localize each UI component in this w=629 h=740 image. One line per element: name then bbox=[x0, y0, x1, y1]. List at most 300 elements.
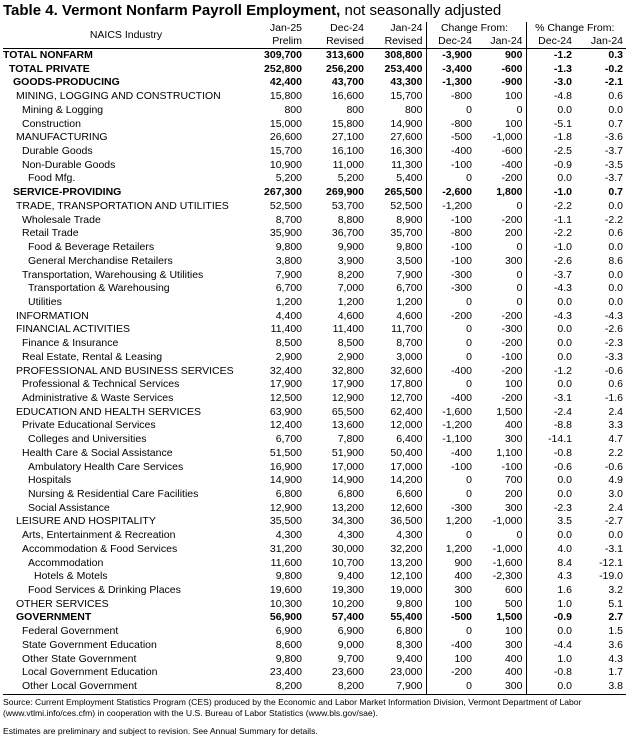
row-label: Wholesale Trade bbox=[22, 213, 101, 226]
change-jan24: 300 bbox=[504, 638, 523, 651]
jan24-value: 6,700 bbox=[396, 282, 423, 295]
jan25-value: 42,400 bbox=[269, 76, 302, 89]
dec24-value: 57,400 bbox=[331, 611, 364, 624]
dec24-value: 16,100 bbox=[331, 145, 364, 158]
pct-dec24: 0.0 bbox=[526, 474, 575, 488]
pct-jan24: -0.6 bbox=[604, 460, 623, 473]
pct-dec24: 4.3 bbox=[526, 570, 575, 584]
change-jan24: -200 bbox=[501, 364, 523, 377]
header-pct-jan24: Jan-24 bbox=[575, 35, 626, 49]
jan25-value: 8,200 bbox=[249, 680, 305, 694]
row-label: Health Care & Social Assistance bbox=[22, 446, 173, 459]
pct-dec24: 0.0 bbox=[526, 680, 575, 694]
change-jan24: 400 bbox=[504, 419, 523, 432]
table-row bbox=[3, 145, 626, 159]
change-dec24: -800 bbox=[426, 90, 475, 104]
change-dec24: 100 bbox=[426, 598, 475, 612]
jan25-value: 31,200 bbox=[269, 542, 302, 555]
pct-dec24: -1.8 bbox=[526, 131, 575, 145]
dec24-value: 10,200 bbox=[331, 597, 364, 610]
row-label: Durable Goods bbox=[22, 145, 93, 158]
pct-dec24: -1.2 bbox=[526, 49, 575, 63]
change-jan24: 900 bbox=[504, 49, 523, 61]
pct-jan24: -0.6 bbox=[604, 364, 623, 377]
row-label: SERVICE-PROVIDING bbox=[13, 186, 122, 199]
change-dec24: 0 bbox=[426, 172, 475, 186]
jan25-value: 2,900 bbox=[275, 350, 302, 363]
jan24-value: 8,300 bbox=[396, 638, 423, 651]
pct-dec24: -1.2 bbox=[526, 365, 575, 379]
pct-dec24: -2.3 bbox=[526, 502, 575, 516]
table-row bbox=[3, 378, 626, 392]
row-label: Ambulatory Health Care Services bbox=[28, 460, 184, 473]
table-row bbox=[3, 653, 626, 667]
table-row bbox=[3, 529, 626, 543]
jan25-value: 63,900 bbox=[269, 405, 302, 418]
row-label: TOTAL PRIVATE bbox=[9, 62, 90, 75]
dec24-value: 14,900 bbox=[331, 474, 364, 487]
pct-dec24: -8.8 bbox=[526, 419, 575, 433]
dec24-value: 8,800 bbox=[337, 213, 364, 226]
change-jan24: 0 bbox=[516, 282, 523, 295]
row-label: Real Estate, Rental & Leasing bbox=[22, 350, 163, 363]
pct-jan24: 8.6 bbox=[608, 254, 623, 267]
jan24-value: 17,000 bbox=[390, 460, 423, 473]
dec24-value: 5,200 bbox=[337, 172, 364, 185]
header-row-top bbox=[3, 22, 626, 35]
change-jan24: -200 bbox=[501, 309, 523, 322]
change-jan24: -300 bbox=[501, 323, 523, 336]
change-jan24: 200 bbox=[504, 488, 523, 500]
pct-jan24: -2.7 bbox=[604, 515, 623, 528]
row-label: Mining & Logging bbox=[22, 103, 104, 116]
dec24-value: 7,000 bbox=[337, 282, 364, 295]
row-label: State Government Education bbox=[22, 638, 157, 651]
pct-jan24: 4.7 bbox=[608, 433, 623, 446]
jan24-value: 17,800 bbox=[390, 378, 423, 391]
jan24-value: 11,700 bbox=[391, 323, 423, 336]
change-dec24: 1,200 bbox=[426, 543, 475, 557]
pct-jan24: 0.6 bbox=[608, 227, 623, 240]
table-row bbox=[3, 131, 626, 145]
change-dec24: 0 bbox=[426, 323, 475, 337]
pct-dec24: -2.4 bbox=[526, 406, 575, 420]
jan25-value: 15,700 bbox=[269, 145, 302, 158]
change-dec24: 300 bbox=[426, 584, 475, 598]
change-jan24: -900 bbox=[501, 76, 523, 89]
jan25-value: 17,900 bbox=[269, 378, 302, 391]
jan25-value: 4,300 bbox=[275, 529, 302, 542]
dec24-value: 36,700 bbox=[331, 227, 364, 240]
change-dec24: -100 bbox=[426, 159, 475, 173]
table-row bbox=[3, 557, 626, 571]
pct-jan24: 0.0 bbox=[608, 268, 623, 281]
jan25-value: 11,600 bbox=[270, 556, 302, 569]
pct-jan24: -3.7 bbox=[604, 145, 623, 158]
table-row bbox=[3, 76, 626, 90]
change-dec24: -1,200 bbox=[426, 419, 475, 433]
pct-dec24: 0.0 bbox=[526, 296, 575, 310]
change-dec24: -100 bbox=[426, 461, 475, 475]
pct-dec24: 0.0 bbox=[526, 104, 575, 118]
pct-dec24: 0.0 bbox=[526, 172, 575, 186]
pct-jan24: 0.0 bbox=[608, 103, 623, 116]
dec24-value: 2,900 bbox=[337, 350, 364, 363]
pct-jan24: -4.3 bbox=[604, 309, 623, 322]
pct-jan24: -2.3 bbox=[604, 337, 623, 350]
change-dec24: 0 bbox=[426, 529, 475, 543]
table-row bbox=[3, 337, 626, 351]
pct-dec24: 4.0 bbox=[526, 543, 575, 557]
change-jan24: -200 bbox=[501, 337, 523, 350]
change-dec24: 0 bbox=[426, 378, 475, 392]
change-dec24: -1,600 bbox=[426, 406, 475, 420]
change-dec24: -400 bbox=[426, 365, 475, 379]
change-dec24: -400 bbox=[426, 392, 475, 406]
dec24-value: 34,300 bbox=[331, 515, 364, 528]
header-revised-2: Revised bbox=[367, 35, 426, 49]
table-row bbox=[3, 419, 626, 433]
table-row bbox=[3, 365, 626, 379]
jan24-value: 15,700 bbox=[390, 90, 423, 103]
jan24-value: 12,700 bbox=[390, 391, 423, 404]
pct-jan24: -3.3 bbox=[604, 350, 623, 363]
row-label: Accommodation bbox=[28, 556, 104, 569]
header-pct-dec24: Dec-24 bbox=[526, 35, 575, 49]
jan24-value: 6,600 bbox=[396, 488, 423, 500]
dec24-value: 23,600 bbox=[331, 666, 364, 679]
row-label: MANUFACTURING bbox=[16, 131, 108, 144]
pct-jan24: 0.0 bbox=[608, 199, 623, 212]
change-jan24: 0 bbox=[516, 268, 523, 281]
table-title bbox=[3, 2, 501, 19]
header-dec24: Dec-24 bbox=[330, 22, 364, 34]
jan25-value: 267,300 bbox=[264, 186, 302, 199]
dec24-value: 10,700 bbox=[331, 556, 364, 569]
row-label: Social Assistance bbox=[28, 501, 110, 514]
jan24-value: 12,000 bbox=[390, 419, 423, 432]
pct-jan24: 0.7 bbox=[608, 117, 623, 130]
change-dec24: 100 bbox=[426, 653, 475, 667]
jan25-value: 35,500 bbox=[269, 515, 302, 528]
row-label: Local Government Education bbox=[22, 666, 158, 679]
table-row bbox=[3, 104, 626, 118]
jan25-value: 12,400 bbox=[269, 419, 302, 432]
jan25-value: 6,800 bbox=[275, 488, 302, 500]
jan25-value: 8,500 bbox=[275, 337, 302, 350]
change-dec24: 0 bbox=[426, 104, 475, 118]
jan25-value: 23,400 bbox=[269, 666, 302, 679]
jan24-value: 14,200 bbox=[390, 474, 423, 487]
table-row bbox=[3, 543, 626, 557]
change-dec24: -500 bbox=[426, 611, 475, 625]
jan25-value: 5,200 bbox=[275, 172, 302, 185]
jan24-value: 16,300 bbox=[390, 145, 423, 158]
change-dec24: -300 bbox=[426, 269, 475, 283]
header-change-jan24: Jan-24 bbox=[475, 35, 526, 49]
pct-dec24: -0.8 bbox=[526, 447, 575, 461]
dec24-value: 800 bbox=[346, 103, 364, 116]
pct-jan24: 1.5 bbox=[608, 625, 623, 638]
change-dec24: -800 bbox=[426, 227, 475, 241]
table-row bbox=[3, 269, 626, 283]
table-title-bold: Table 4. Vermont Nonfarm Payroll Employment, bbox=[3, 2, 341, 19]
dec24-value: 12,900 bbox=[331, 391, 364, 404]
pct-jan24: -0.2 bbox=[604, 62, 623, 75]
jan25-value: 12,900 bbox=[269, 501, 302, 514]
table-row bbox=[3, 63, 626, 77]
jan24-value: 36,500 bbox=[390, 515, 423, 528]
dec24-value: 313,600 bbox=[326, 49, 364, 61]
change-jan24: 100 bbox=[504, 117, 523, 130]
table-row bbox=[3, 351, 626, 365]
row-label: Retail Trade bbox=[22, 227, 79, 240]
jan25-value: 6,700 bbox=[275, 282, 302, 295]
change-dec24: 0 bbox=[426, 337, 475, 351]
pct-jan24: 5.1 bbox=[608, 597, 623, 610]
jan25-value: 252,800 bbox=[264, 62, 302, 75]
change-jan24: 0 bbox=[516, 295, 523, 308]
table-row bbox=[3, 159, 626, 173]
dec24-value: 11,000 bbox=[332, 158, 364, 171]
row-label: Other State Government bbox=[22, 652, 137, 665]
pct-dec24: 8.4 bbox=[526, 557, 575, 571]
table-row bbox=[3, 255, 626, 269]
pct-jan24: 0.6 bbox=[608, 378, 623, 391]
dec24-value: 269,900 bbox=[326, 186, 364, 199]
jan24-value: 52,500 bbox=[390, 199, 423, 212]
row-label: Food & Beverage Retailers bbox=[28, 241, 155, 254]
change-jan24: 100 bbox=[504, 378, 523, 391]
change-jan24: 300 bbox=[504, 501, 523, 514]
pct-jan24: 3.6 bbox=[608, 638, 623, 651]
table-row bbox=[3, 323, 626, 337]
jan24-value: 7,900 bbox=[396, 268, 423, 281]
jan25-value: 16,900 bbox=[269, 460, 302, 473]
dec24-value: 17,000 bbox=[331, 460, 364, 473]
pct-jan24: 0.6 bbox=[608, 90, 623, 103]
jan25-value: 8,700 bbox=[275, 213, 302, 226]
table-row bbox=[3, 227, 626, 241]
pct-jan24: 2.2 bbox=[608, 446, 623, 459]
change-dec24: -1,300 bbox=[426, 76, 475, 90]
jan24-value: 23,000 bbox=[390, 666, 423, 679]
jan24-value: 55,400 bbox=[390, 611, 423, 624]
change-dec24: -100 bbox=[426, 214, 475, 228]
jan24-value: 14,900 bbox=[390, 117, 423, 130]
jan25-value: 15,800 bbox=[269, 90, 302, 103]
table-row bbox=[3, 172, 626, 186]
jan25-value: 1,200 bbox=[275, 295, 302, 308]
change-jan24: -1,000 bbox=[492, 131, 523, 144]
row-label: Hotels & Motels bbox=[34, 570, 108, 583]
table-row bbox=[3, 447, 626, 461]
table-row bbox=[3, 200, 626, 214]
pct-jan24: 3.8 bbox=[575, 680, 626, 694]
jan25-value: 800 bbox=[284, 103, 302, 116]
pct-dec24: -1.0 bbox=[526, 186, 575, 200]
jan24-value: 4,300 bbox=[396, 529, 423, 542]
change-jan24: -1,000 bbox=[492, 542, 523, 555]
jan24-value: 11,300 bbox=[391, 158, 423, 171]
change-dec24: 0 bbox=[426, 625, 475, 639]
change-dec24: -100 bbox=[426, 241, 475, 255]
row-label: Arts, Entertainment & Recreation bbox=[22, 529, 176, 542]
row-label: Professional & Technical Services bbox=[22, 378, 180, 391]
jan25-value: 4,400 bbox=[275, 309, 302, 322]
table-row bbox=[3, 214, 626, 228]
pct-dec24: -1.0 bbox=[526, 241, 575, 255]
header-prelim: Prelim bbox=[249, 35, 305, 49]
change-dec24: 900 bbox=[426, 557, 475, 571]
pct-jan24: 0.3 bbox=[608, 49, 623, 61]
pct-dec24: 0.0 bbox=[526, 323, 575, 337]
jan24-value: 62,400 bbox=[390, 405, 423, 418]
jan25-value: 32,400 bbox=[269, 364, 302, 377]
change-dec24: -500 bbox=[426, 131, 475, 145]
change-jan24: 0 bbox=[516, 529, 523, 542]
dec24-value: 4,600 bbox=[337, 309, 364, 322]
table-row bbox=[3, 474, 626, 488]
change-dec24: -200 bbox=[426, 310, 475, 324]
pct-dec24: -1.1 bbox=[526, 214, 575, 228]
table-title-rest: not seasonally adjusted bbox=[340, 2, 502, 19]
employment-table bbox=[3, 22, 626, 695]
jan24-value: 308,800 bbox=[384, 49, 423, 61]
change-jan24: -400 bbox=[501, 158, 523, 171]
row-label: FINANCIAL ACTIVITIES bbox=[16, 323, 130, 336]
jan24-value: 35,700 bbox=[390, 227, 423, 240]
pct-jan24: 2.4 bbox=[608, 501, 623, 514]
jan24-value: 50,400 bbox=[390, 446, 423, 459]
table-row bbox=[3, 433, 626, 447]
jan25-value: 15,000 bbox=[269, 117, 302, 130]
change-dec24: -400 bbox=[426, 145, 475, 159]
jan24-value: 9,800 bbox=[396, 597, 423, 610]
row-label: Nursing & Residential Care Facilities bbox=[28, 488, 199, 500]
pct-dec24: 1.0 bbox=[526, 653, 575, 667]
table-row bbox=[3, 296, 626, 310]
pct-jan24: 4.3 bbox=[608, 652, 623, 665]
dec24-value: 51,900 bbox=[331, 446, 364, 459]
change-dec24: -300 bbox=[426, 502, 475, 516]
pct-dec24: -0.8 bbox=[526, 666, 575, 680]
change-jan24: -200 bbox=[501, 213, 523, 226]
jan24-value: 8,700 bbox=[396, 337, 423, 350]
pct-jan24: 2.4 bbox=[608, 405, 623, 418]
pct-jan24: 2.7 bbox=[608, 611, 623, 624]
row-label: Transportation & Warehousing bbox=[28, 282, 170, 295]
pct-jan24: -2.1 bbox=[604, 76, 623, 89]
jan24-value: 32,600 bbox=[390, 364, 423, 377]
jan25-value: 11,400 bbox=[270, 323, 302, 336]
change-jan24: -2,300 bbox=[492, 570, 523, 583]
dec24-value: 9,400 bbox=[337, 570, 364, 583]
estimates-note: Estimates are preliminary and subject to revision. See Annual Summary for details. bbox=[3, 726, 318, 736]
table-row bbox=[3, 282, 626, 296]
jan24-value: 3,500 bbox=[396, 254, 423, 267]
jan25-value: 309,700 bbox=[264, 49, 302, 61]
pct-dec24: 0.0 bbox=[526, 529, 575, 543]
change-jan24: 0 bbox=[516, 103, 523, 116]
change-dec24: 400 bbox=[426, 570, 475, 584]
change-jan24: 100 bbox=[504, 90, 523, 103]
row-label: Food Mfg. bbox=[28, 172, 76, 185]
jan24-value: 6,400 bbox=[396, 433, 423, 446]
jan24-value: 9,400 bbox=[396, 652, 423, 665]
change-jan24: 1,500 bbox=[496, 611, 523, 624]
change-jan24: -600 bbox=[501, 145, 523, 158]
table-row bbox=[3, 666, 626, 680]
change-jan24: -600 bbox=[501, 62, 523, 75]
table-row bbox=[3, 118, 626, 132]
table-row bbox=[3, 488, 626, 502]
jan24-value: 265,500 bbox=[384, 186, 423, 199]
change-jan24: 1,800 bbox=[496, 186, 523, 199]
change-jan24: -100 bbox=[501, 350, 523, 363]
pct-jan24: 0.0 bbox=[608, 295, 623, 308]
table-row bbox=[3, 406, 626, 420]
jan25-value: 14,900 bbox=[269, 474, 302, 487]
jan24-value: 27,600 bbox=[390, 131, 423, 144]
source-note: Source: Current Employment Statistics Program (CES) produced by the Economic and Labor Market Information Division, Vermont Department of Labor (www.vtlmi.info/ces.cfm) in cooperation with the U.S. Bureau of Labor Statistics (www.bls.gov/sae). bbox=[3, 697, 582, 718]
pct-jan24: -2.6 bbox=[604, 323, 623, 336]
pct-dec24: -4.4 bbox=[526, 639, 575, 653]
pct-dec24: 0.0 bbox=[526, 351, 575, 365]
dec24-value: 53,700 bbox=[331, 199, 364, 212]
row-label: Federal Government bbox=[22, 625, 119, 638]
pct-dec24: -2.2 bbox=[526, 200, 575, 214]
table-row bbox=[3, 570, 626, 584]
jan24-value: 7,900 bbox=[367, 680, 426, 694]
pct-jan24: 3.3 bbox=[608, 419, 623, 432]
change-dec24: -800 bbox=[426, 118, 475, 132]
change-jan24: 300 bbox=[475, 680, 526, 694]
jan24-value: 43,300 bbox=[390, 76, 423, 89]
change-dec24: -3,400 bbox=[426, 63, 475, 77]
change-jan24: -1,000 bbox=[492, 515, 523, 528]
dec24-value: 3,900 bbox=[337, 254, 364, 267]
jan25-value: 9,800 bbox=[275, 652, 302, 665]
jan24-value: 6,800 bbox=[396, 625, 423, 638]
row-label: EDUCATION AND HEALTH SERVICES bbox=[16, 405, 201, 418]
table-row bbox=[3, 241, 626, 255]
jan24-value: 8,900 bbox=[396, 213, 423, 226]
pct-jan24: 4.9 bbox=[608, 474, 623, 487]
pct-dec24: 3.5 bbox=[526, 515, 575, 529]
pct-dec24: 0.0 bbox=[526, 625, 575, 639]
table-row bbox=[3, 611, 626, 625]
table-row bbox=[3, 186, 626, 200]
jan25-value: 10,900 bbox=[269, 158, 302, 171]
change-dec24: -3,900 bbox=[426, 49, 475, 63]
dec24-value: 30,000 bbox=[331, 542, 364, 555]
row-label: LEISURE AND HOSPITALITY bbox=[16, 515, 156, 528]
pct-dec24: 0.0 bbox=[526, 488, 575, 502]
pct-dec24: -2.2 bbox=[526, 227, 575, 241]
row-label: Other Local Government bbox=[3, 680, 249, 694]
pct-dec24: -4.3 bbox=[526, 282, 575, 296]
pct-jan24: 0.7 bbox=[608, 186, 623, 199]
jan24-value: 253,400 bbox=[384, 62, 423, 75]
jan25-value: 6,900 bbox=[275, 625, 302, 638]
jan24-value: 800 bbox=[404, 103, 423, 116]
row-label: Accommodation & Food Services bbox=[22, 542, 178, 555]
dec24-value: 8,200 bbox=[305, 680, 367, 694]
change-dec24: 0 bbox=[426, 488, 475, 502]
dec24-value: 1,200 bbox=[337, 295, 364, 308]
row-label: TRADE, TRANSPORTATION AND UTILITIES bbox=[16, 199, 229, 212]
